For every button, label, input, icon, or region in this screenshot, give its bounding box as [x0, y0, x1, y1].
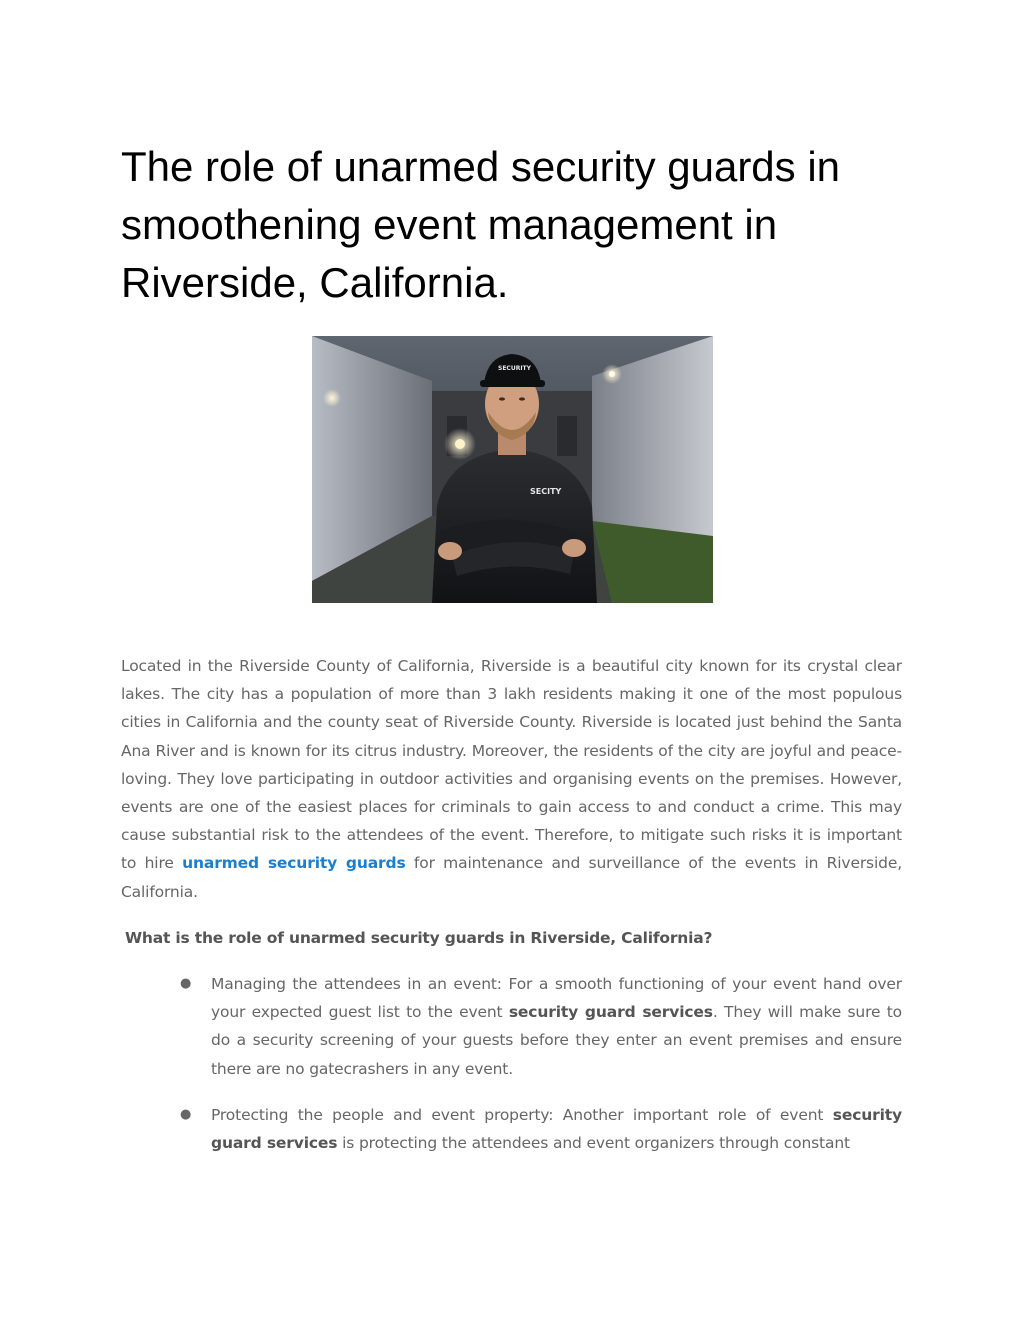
- jacket-security-text: SECITY: [530, 487, 562, 496]
- intro-text-before: Located in the Riverside County of California, Riverside is a beautiful city known for its crystal clear lakes. The city has a population of more than 3 lakh residents making it one of the most populous cities in California and the county seat of Riverside County. Riverside is located just behind the Santa Ana River and is known for its citrus industry. Moreover, the residents of the city are joyful and peace-loving. They love participating in outdoor activities and organising events on the premises. However, events are one of the easiest places for criminals to gain access to and conduct a crime. This may cause substantial risk to the attendees of the event. Therefore, to mitigate such risks it is important to hire: [121, 657, 902, 873]
- list-item: [180, 970, 902, 1083]
- unarmed-security-guards-link[interactable]: unarmed security guards: [182, 854, 406, 873]
- bullet-text-before: Protecting the people and event property: Another important role of event: [211, 1106, 833, 1124]
- intro-text-after: for maintenance and surveillance of the events in Riverside, California.: [121, 854, 902, 901]
- bullet-text-after: . They will make sure to do a security screening of your guests before they enter an event premises and ensure there are no gatecrashers in any event.: [211, 1003, 902, 1078]
- bullet-bold-term: security guard services: [508, 1003, 713, 1022]
- bullet-marker: ●: [180, 976, 192, 991]
- bullet-text-before: Managing the attendees in an event: For a smooth functioning of your event hand over your expected guest list to the event: [211, 975, 902, 1022]
- section-subheading: What is the role of unarmed security guards in Riverside, California?: [125, 929, 713, 947]
- bullet-bold-term: security guard services: [211, 1106, 902, 1153]
- bullet-text-after: is protecting the attendees and event organizers through constant: [337, 1134, 850, 1153]
- document-title: The role of unarmed security guards in smoothening event management in Riverside, California.: [121, 143, 841, 306]
- list-item-text: [211, 970, 902, 1083]
- list-item-text: [211, 1101, 902, 1157]
- security-guard-photo: [312, 336, 713, 603]
- list-item: [180, 1101, 902, 1157]
- bullet-marker: ●: [180, 1107, 192, 1122]
- intro-paragraph: [121, 652, 902, 906]
- cap-security-text: SECURITY: [498, 365, 531, 372]
